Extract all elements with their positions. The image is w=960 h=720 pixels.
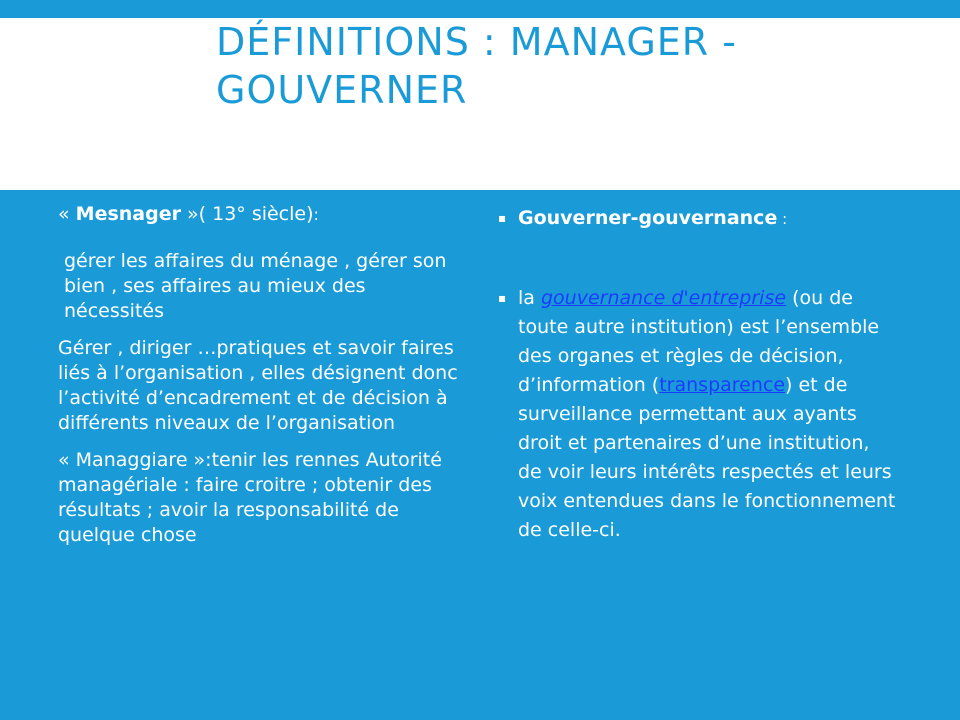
mesnager-quote-open: « <box>58 203 76 225</box>
slide-title: DÉFINITIONS : MANAGER - GOUVERNER <box>216 20 737 112</box>
square-bullet-icon: ▪ <box>498 291 507 305</box>
gouverner-term: Gouverner-gouvernance <box>518 207 778 229</box>
bullet-gouverner <box>496 204 896 234</box>
gerer-definition: Gérer , diriger …pratiques et savoir faires liés à l’organisation , elles désignent donc l’activité d’encadrement et de décision à différents niveaux de l’organisation <box>58 337 458 434</box>
gouvernance-text-mid: (ou de toute autre institution) est l’ensemble des organes et règles de décision, d’information ( <box>518 287 880 396</box>
left-column <box>58 202 458 560</box>
right-column <box>496 204 896 545</box>
gouverner-colon: : <box>777 210 788 228</box>
gouvernance-entreprise-link[interactable]: gouvernance d'entreprise <box>540 287 787 309</box>
mesnager-century: »( 13° siècle) <box>180 203 314 225</box>
mesnager-heading <box>58 202 458 227</box>
content-panel <box>0 190 960 720</box>
gouvernance-text-post: ) et de surveillance permettant aux ayants droit et partenaires d’une institution, de voir leurs intérêts respectés et leurs voix entendues dans le fonctionnement de celle-ci. <box>518 374 896 541</box>
spacer <box>496 234 896 284</box>
mesnager-colon: : <box>313 205 319 224</box>
transparence-link[interactable]: transparence <box>659 374 786 396</box>
managgiare-definition: « Managgiare »:tenir les rennes Autorité managériale : faire croitre ; obtenir des résultats ; avoir la responsabilité de quelque chose <box>58 449 442 546</box>
mesnager-term: Mesnager <box>75 203 181 225</box>
top-accent-strip <box>0 0 960 18</box>
bullet-gouvernance-definition <box>496 284 896 545</box>
square-bullet-icon: ▪ <box>498 211 507 225</box>
mesnager-definition: gérer les affaires du ménage , gérer son bien , ses affaires au mieux des nécessités <box>64 250 447 322</box>
gouvernance-text-pre: la <box>518 287 541 309</box>
